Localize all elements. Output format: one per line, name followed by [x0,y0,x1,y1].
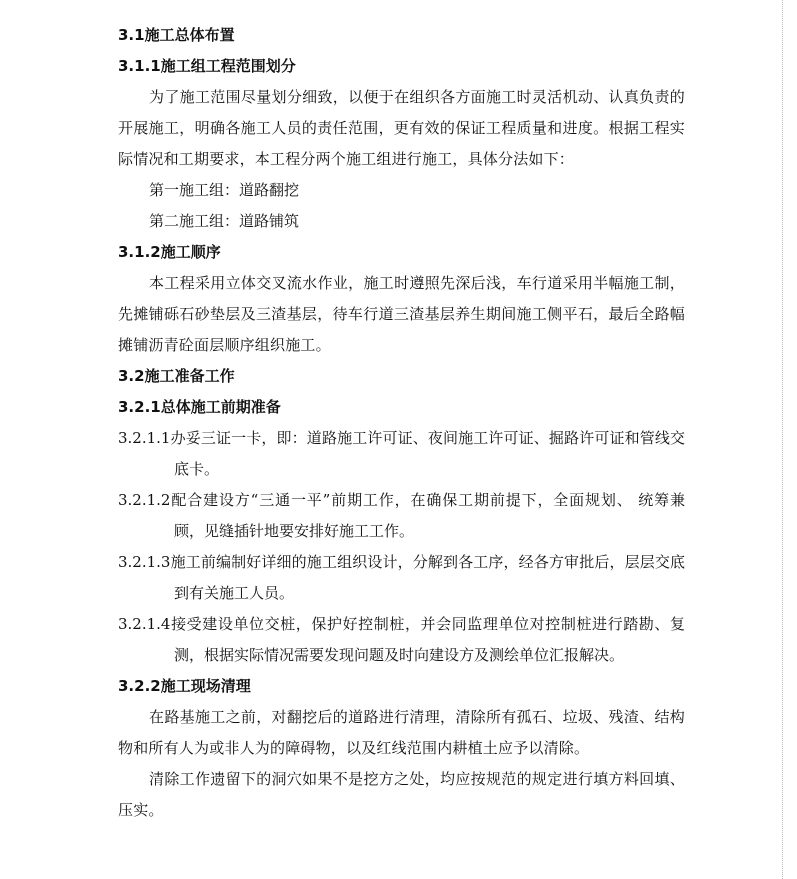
page-right-margin-edge [782,0,797,879]
group-2-line: 第二施工组：道路铺筑 [149,212,300,230]
paragraph-construction-sequence: 本工程采用立体交叉流水作业，施工时遵照先深后浅，车行道采用半幅施工制，先摊铺砾石砂垫层及三渣基层，待车行道三渣基层养生期间施工侧平石，最后全路幅摊铺沥青砼面层顺序组织施工。 [118,274,685,354]
heading-3-1-2: 3.1.2施工顺序 [118,243,221,261]
heading-3-2-1: 3.2.1总体施工前期准备 [118,398,281,416]
list-item-number: 3.2.1.1 [118,429,171,447]
heading-3-2-2: 3.2.2施工现场清理 [118,677,251,695]
list-item-number: 3.2.1.2 [118,491,171,509]
group-1-line: 第一施工组：道路翻挖 [149,181,300,199]
list-item-3-2-1-1 [118,423,685,485]
paragraph-scope-division: 为了施工范围尽量划分细致，以便于在组织各方面施工时灵活机动、认真负责的开展施工，明确各施工人员的责任范围，更有效的保证工程质量和进度。根据工程实际情况和工期要求，本工程分两个施工组进行施工，具体分法如下： [118,88,685,168]
heading-3-2: 3.2施工准备工作 [118,367,235,385]
list-item-text: 施工前编制好详细的施工组织设计，分解到各工序，经各方审批后，层层交底到有关施工人员。 [170,553,685,602]
list-item-number: 3.2.1.4 [118,615,171,633]
list-item-3-2-1-4 [118,609,685,671]
heading-3-1-1: 3.1.1施工组工程范围划分 [118,57,296,75]
list-item-text: 配合建设方“三通一平”前期工作，在确保工期前提下，全面规划、 统筹兼顾，见缝插针地要安排好施工工作。 [170,491,685,540]
list-item-text: 接受建设单位交桩，保护好控制桩，并会同监理单位对控制桩进行踏勘、复测，根据实际情况需要发现问题及时向建设方及测绘单位汇报解决。 [170,615,685,664]
list-item-text: 办妥三证一卡，即：道路施工许可证、夜间施工许可证、掘路许可证和管线交底卡。 [170,429,685,478]
list-item-3-2-1-3 [118,547,685,609]
paragraph-backfill: 清除工作遗留下的洞穴如果不是挖方之处，均应按规范的规定进行填方料回填、压实。 [118,770,685,819]
heading-3-1: 3.1施工总体布置 [118,26,235,44]
list-item-3-2-1-2 [118,485,685,547]
paragraph-site-clearing: 在路基施工之前，对翻挖后的道路进行清理，清除所有孤石、垃圾、残渣、结构物和所有人为或非人为的障碍物，以及红线范围内耕植土应予以清除。 [118,708,685,757]
list-item-number: 3.2.1.3 [118,553,171,571]
